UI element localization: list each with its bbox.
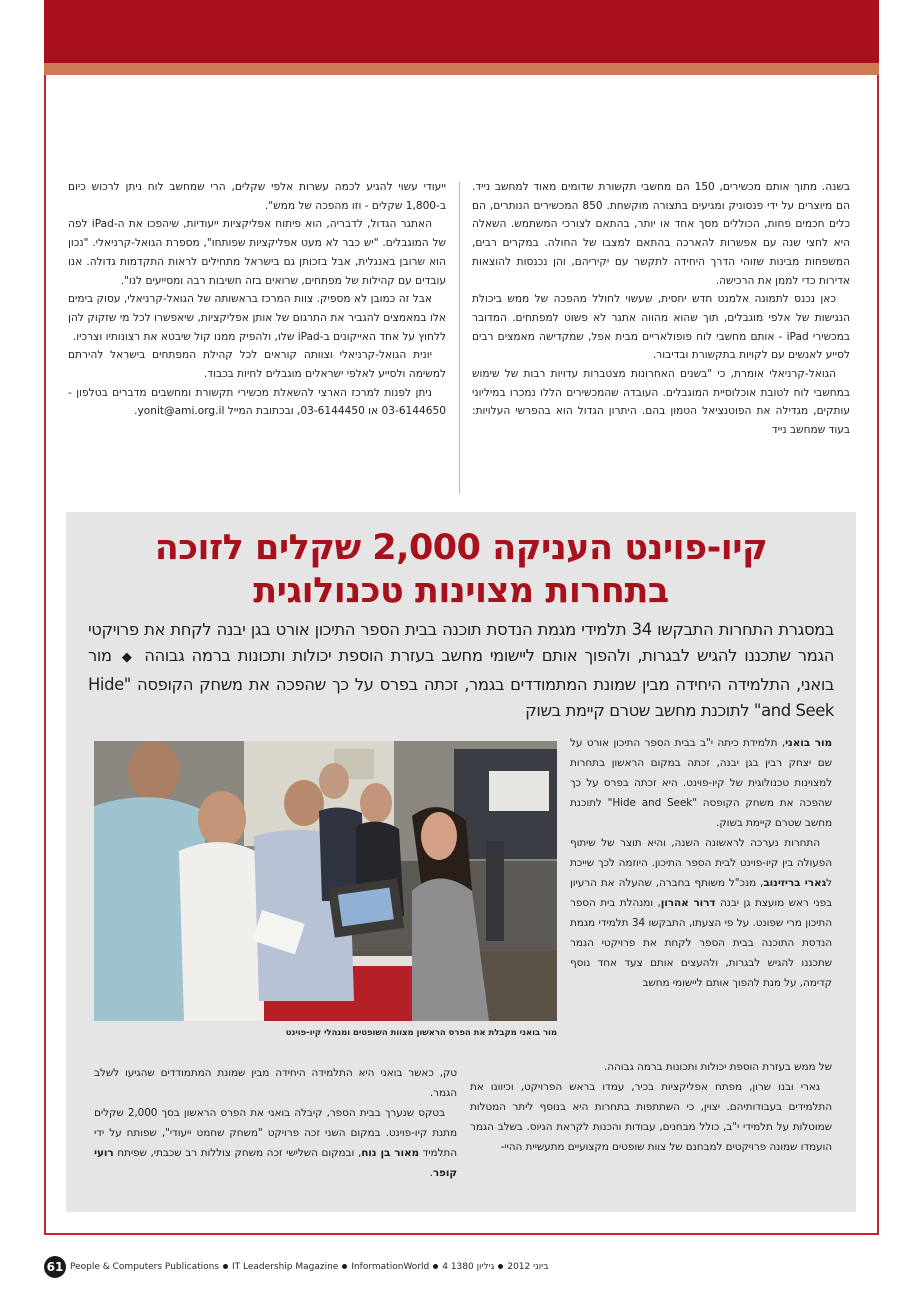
photo-caption: מור בואני מקבלת את הפרס הראשון מצוות השופטים ומנהלי קיו-פוינט: [285, 1028, 557, 1038]
story-text: , ובמקום השלישי זכה משחק צוללות רב שכבתי, שפיתח: [113, 1147, 362, 1159]
bullet-icon: [223, 1264, 228, 1269]
person-name: רועי קופר: [94, 1147, 457, 1179]
upper-column-right: [472, 178, 850, 440]
story-paragraph: [570, 733, 832, 833]
top-banner: [44, 0, 879, 63]
story-column-bottom-right: [470, 1057, 832, 1157]
story-paragraph: טק, כאשר בואני היא התלמידה היחידה מבין שמונת המתמודדים שהגיעו לשלב הגמר.: [94, 1067, 457, 1099]
top-stripe: [44, 63, 879, 75]
bullet-icon: [433, 1264, 438, 1269]
diamond-icon: ◆: [121, 650, 134, 666]
bullet-icon: [498, 1264, 503, 1269]
story-paragraph: גארי ובנו שרון, מפתח אפליקציות בכיר, עמדו בראש הפרויקט, וכיוונו את התלמידים בעבודותיהם. יצוין, כי השתתפות בתחרות היא בנוסף ליתר המטלות שמוטלות על תלמידי י"ב, כולל מבחנים, עבודות והכנות לקראת הגיוס. בשלב הגמר הועמדו שמונה פרויקטים למבחנם של צוות שופטים מקצועיים מתעשיית ההיי-: [470, 1081, 832, 1153]
paragraph: אבל זה כמובן לא מספיק. צוות המרכז בראשותה של הגואל-קרניאלי, עסוק בימים אלו במאמצים להגביר את התרגום של אותן אפליקציות, שיאפשרו לכל מי שזקוק להן ללחוץ על אחד האייקונים ב-iPad שלו, ולהפיק ממנו קול שיבטא את רצונותיו וצרכיו.: [68, 293, 446, 343]
paragraph: האתגר הגדול, לדבריה, הוא פיתוח אפליקציות ייעודיות, שיהפכו את ה-iPad לפה של המוגבלים. "יש כבר לא מעט אפליקציות שפותחו", מספרת הגואל-קרניאלי. "נכון הוא שרובן באנגלית, אבל בזכותן גם בישראל מתחילים לראות התקדמות גדולה. אנו עובדים עם קהילות של מפתחים, שרואים בזה חשיבות רבה ומסייעים לנו".: [68, 218, 446, 287]
page-number: 61: [44, 1256, 66, 1278]
paragraph: כאן נכנס לתמונה אלמנט חדש יחסית, שעשוי לחולל מהפכה של ממש ביכולת הנגישות של אלפי מוגבלים, תוך שהוא מהווה אתגר לא פשוט למפתחים. המדובר במכשירי iPad - אותם מחשבי לוח פופולאריים מבית אפל, שמקדישה מאמצים רבים לסייע לאנשים עם לקויות בתקשורת ובדיבור.: [472, 293, 850, 362]
lead-text-1: במסגרת התחרות התבקשו 34 תלמידי מגמת הנדסת תוכנה בבית הספר התיכון אורט בגן יבנה לקחת את פרויקטי הגמר שתכננו להגיש לבגרות, ולהפוך אותם ליישומי מחשב בעזרת הוספת יכולות ותכונות ברמה גבוהה: [88, 620, 835, 666]
paragraph: בשנה. מתוך אותם מכשירים, 150 הם מחשבי תקשורת שדומים מאוד למחשב נייד. הם מיוצרים על ידי פנסוניק ומגיעים בתצורה מוקשחת. 850 המכשירים הנותרים, הם כלים חכמים פחות, הכוללים מסך אחד או יותר, בהתאם לצורכי המשתמש. השאלה היא לחצי שנה עם אפשרות להארכה בהתאם למצבו של החולה. במקרים רבים, המשפחות מבינות שזוהי הדרך היחידה לתקשר עם יקיריהם, והן נכנסות להוצאות אדירות כדי לממן את הרכישה.: [472, 181, 850, 287]
footer-item: IT Leadership Magazine: [232, 1262, 339, 1272]
page-frame-right: [877, 75, 879, 1235]
story-paragraph: [94, 1103, 457, 1183]
footer-item: 4 ביוני 2012: [442, 1262, 549, 1272]
feature-headline: [66, 527, 856, 613]
bullet-icon: [342, 1264, 347, 1269]
person-name: מאור בן נוח: [361, 1147, 419, 1159]
story-paragraph: של ממש בעזרת הוספת יכולות ותכונות ברמה גבוהה.: [603, 1061, 832, 1073]
award-photo: [94, 741, 557, 1021]
paragraph: ניתן לפנות למרכז הארצי להשאלת מכשירי תקשורת ומחשבים מדברים בטלפון - 03-6144650 או 03-6144450, ובכתובת המייל yonit@ami.org.il.: [68, 386, 446, 418]
headline-line-1: קיו-פוינט העניקה 2,000 שקלים לזוכה: [154, 528, 768, 568]
story-column-left: [94, 1063, 457, 1183]
footer-publication-line: [70, 1256, 548, 1278]
story-text: בטקס שנערך בבית הספר, קיבלה בואני את הפרס הראשון בסך 2,000 שקלים מתנת קיו-פוינט. במקום השני זכה פרויקט "משחק שחמט ייעודי", שפותח על ידי התלמיד: [94, 1107, 457, 1159]
page-footer: [44, 1256, 604, 1278]
story-text: , תלמידת כיתה י"ב בבית הספר התיכון אורט על שם יצחק רבין בגן יבנה, זכתה במקום הראשון בתחרות למצוינות טכנולוגית של קיו-פוינט. היא זכתה בפרס על כך שהפכה את משחק הקופסה "Hide and Seek" לתוכנת מחשב שטרם קיימת בשוק.: [570, 737, 832, 829]
lead-text-2: מור בואני, התלמידה היחידה מבין שמונת המתמודדים בגמר, זכתה בפרס על כך שהפכה את משחק הקופסה "Hide and Seek" לתוכנת מחשב שטרם קיימת בשוק: [88, 646, 834, 720]
paragraph: ייעודי עשוי להגיע לכמה עשרות אלפי שקלים, הרי שמחשב לוח ניתן לרכוש כיום ב-1,800 שקלים - וזו מהפכה של ממש".: [68, 181, 446, 212]
headline-line-2: בתחרות מצוינות טכנולוגית: [253, 571, 669, 611]
feature-lead: [88, 617, 834, 724]
story-text: , מנכ"ל משותף בחברה, שהעלה את הרעיון בפני ראש מועצת גן יבנה: [570, 877, 832, 909]
paragraph: יונית הגואל-קרניאלי וצוותה קוראים לכל קהילת המפתחים בישראל להירתם למשימה ולסייע לאלפי ישראלים מוגבלים לחיות בכבוד.: [68, 349, 446, 381]
story-text: .: [429, 1167, 433, 1179]
person-name: דרור אהרון: [660, 897, 716, 909]
story-text: , ומנהלת בית הספר התיכון מרי שפונט. על פי הצעתו, התבקשו 34 תלמידי מגמת הנדסת התוכנה בבית הספר לקחת את פרויקטי הגמר שתכננו להגיש לבגרות, ולהעצים אותם צעד אחד נוסף קדימה, על מנת להפוך אותם ליישומי מחשב: [570, 897, 832, 989]
person-name: מור בואני: [785, 737, 832, 749]
footer-item: People & Computers Publications: [70, 1262, 220, 1272]
story-column-right: [570, 733, 832, 993]
story-text: התחרות נערכה לראשונה השנה, והיא תוצר של שיתוף הפעולה בין קיו-פוינט לבית הספר התיכון. היוזמה לכך שייכת ל: [570, 837, 832, 889]
footer-item: InformationWorld: [351, 1262, 430, 1272]
award-photo-illustration: [94, 741, 557, 1021]
story-paragraph: [570, 833, 832, 993]
person-name: גארי בריזינוב: [763, 877, 827, 889]
page-frame-bottom: [44, 1233, 879, 1235]
page-frame-left: [44, 75, 46, 1235]
paragraph: הגואל-קרניאלי אומרת, כי "בשנים האחרונות מצטברות עדויות רבות של שימוש במחשבי לוח לטובת אוכלוסיית המוגבלים. העובדה שהמכשירים הללו נמכרו במיליוני עותקים, מגדילה את הפוטנציאל הטמון בהם. היתרון הגדול הוא בהפרשי העלויות: בעוד שמחשב נייד: [472, 368, 850, 437]
upper-column-left: [68, 178, 446, 421]
footer-item: גיליון 1380: [450, 1262, 495, 1272]
column-divider: [459, 182, 460, 494]
